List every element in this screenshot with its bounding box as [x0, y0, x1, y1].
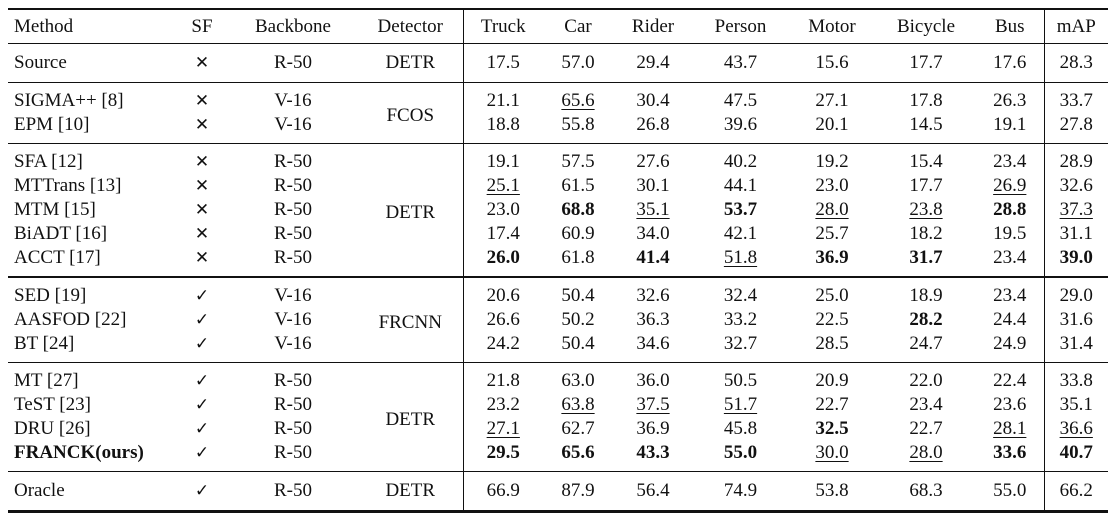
- cross-icon: ✕: [176, 44, 228, 83]
- value-cell: 34.0: [636, 223, 670, 244]
- table-row: [8, 246, 1108, 277]
- value-cell: 21.8: [463, 363, 543, 394]
- value-cell: 22.7: [815, 394, 849, 415]
- header-rider: Rider: [613, 9, 693, 44]
- value-cell: 30.0: [815, 442, 849, 463]
- header-sf: SF: [176, 9, 228, 44]
- value-cell: 17.5: [463, 44, 543, 83]
- table-row: [8, 174, 1108, 198]
- value-cell: 53.8: [788, 472, 876, 512]
- table-row: [8, 83, 1108, 114]
- check-icon: ✓: [194, 443, 210, 463]
- value-cell: 20.1: [815, 114, 849, 135]
- value-cell: 22.0: [876, 363, 976, 394]
- method-cell: MT [27]: [8, 363, 176, 394]
- value-cell: 34.6: [636, 333, 670, 354]
- value-cell: 55.8: [561, 114, 595, 135]
- header-detector: Detector: [358, 9, 463, 44]
- value-cell: 42.1: [723, 223, 758, 244]
- detector-cell: FRCNN: [358, 277, 463, 363]
- value-cell: 23.0: [463, 198, 543, 222]
- cross-icon: ✕: [176, 144, 228, 175]
- value-cell: 26.6: [463, 308, 543, 332]
- value-cell: 57.5: [543, 144, 613, 175]
- value-cell: 29.5: [463, 441, 543, 472]
- value-cell: 39.6: [723, 114, 758, 135]
- method-cell: EPM [10]: [14, 114, 90, 135]
- method-cell: TeST [23]: [14, 394, 91, 415]
- value-cell: 18.8: [463, 113, 543, 144]
- method-cell: SED [19]: [8, 277, 176, 308]
- value-cell: 55.0: [976, 472, 1044, 512]
- value-cell: 62.7: [561, 418, 595, 439]
- value-cell: 26.9: [993, 175, 1027, 196]
- backbone-cell: V-16: [274, 333, 312, 354]
- value-cell: 50.2: [561, 309, 595, 330]
- map-cell: 32.6: [1044, 174, 1108, 198]
- header-truck: Truck: [463, 9, 543, 44]
- header-bicycle: Bicycle: [876, 9, 976, 44]
- table-row: [8, 332, 1108, 363]
- check-icon: ✓: [194, 310, 210, 330]
- backbone-cell: R-50: [274, 175, 312, 196]
- backbone-cell: R-50: [274, 442, 312, 463]
- value-cell: 37.5: [636, 394, 670, 415]
- method-cell: ACCT [17]: [14, 247, 101, 268]
- value-cell: 61.5: [561, 175, 595, 196]
- map-cell: 40.7: [1044, 441, 1108, 472]
- value-cell: 65.6: [561, 442, 595, 463]
- value-cell: 26.8: [636, 114, 670, 135]
- value-cell: 18.2: [909, 223, 943, 244]
- table-body: [8, 44, 1108, 512]
- check-icon: ✓: [194, 395, 210, 415]
- value-cell: 32.4: [693, 277, 788, 308]
- table-row: [8, 393, 1108, 417]
- value-cell: 33.6: [993, 442, 1027, 463]
- header-method: Method: [8, 9, 176, 44]
- header-car: Car: [543, 9, 613, 44]
- value-cell: 28.0: [909, 442, 943, 463]
- method-cell: BT [24]: [14, 333, 75, 354]
- value-cell: 45.8: [723, 418, 758, 439]
- value-cell: 19.1: [463, 144, 543, 175]
- value-cell: 23.0: [815, 175, 849, 196]
- value-cell: 28.2: [909, 309, 943, 330]
- value-cell: 23.4: [909, 394, 943, 415]
- table-row: [8, 441, 1108, 472]
- method-cell: SIGMA++ [8]: [8, 83, 176, 114]
- detector-cell: FCOS: [358, 83, 463, 144]
- header-bus: Bus: [976, 9, 1044, 44]
- value-cell: 36.3: [636, 309, 670, 330]
- backbone-cell: V-16: [274, 114, 312, 135]
- method-cell: SFA [12]: [8, 144, 176, 175]
- value-cell: 36.9: [815, 247, 849, 268]
- method-cell: Oracle: [8, 472, 176, 512]
- value-cell: 17.4: [463, 222, 543, 246]
- value-cell: 60.9: [561, 223, 595, 244]
- backbone-cell: R-50: [228, 472, 358, 512]
- value-cell: 15.6: [788, 44, 876, 83]
- header-map: mAP: [1044, 9, 1108, 44]
- method-cell: BiADT [16]: [14, 223, 108, 244]
- value-cell: 47.5: [693, 83, 788, 114]
- map-cell: 31.1: [1044, 222, 1108, 246]
- method-cell: Source: [8, 44, 176, 83]
- check-icon: ✓: [194, 334, 210, 354]
- value-cell: 25.1: [463, 174, 543, 198]
- value-cell: 22.7: [909, 418, 943, 439]
- value-cell: 51.8: [723, 247, 758, 268]
- backbone-cell: R-50: [228, 44, 358, 83]
- map-cell: 35.1: [1044, 393, 1108, 417]
- value-cell: 28.8: [993, 199, 1027, 220]
- value-cell: 24.9: [993, 333, 1027, 354]
- value-cell: 27.6: [613, 144, 693, 175]
- value-cell: 21.1: [463, 83, 543, 114]
- value-cell: 68.8: [561, 199, 595, 220]
- value-cell: 25.7: [815, 223, 849, 244]
- value-cell: 68.3: [876, 472, 976, 512]
- method-cell: DRU [26]: [14, 418, 91, 439]
- value-cell: 65.6: [543, 83, 613, 114]
- method-cell: FRANCK(ours): [14, 442, 144, 463]
- value-cell: 36.9: [636, 418, 670, 439]
- map-cell: 36.6: [1044, 417, 1108, 441]
- backbone-cell: R-50: [274, 199, 312, 220]
- value-cell: 19.2: [788, 144, 876, 175]
- backbone-cell: V-16: [228, 277, 358, 308]
- backbone-cell: R-50: [274, 418, 312, 439]
- value-cell: 23.8: [909, 199, 943, 220]
- value-cell: 17.8: [876, 83, 976, 114]
- value-cell: 31.7: [909, 247, 943, 268]
- value-cell: 30.4: [613, 83, 693, 114]
- value-cell: 14.5: [909, 114, 943, 135]
- cross-icon: ✕: [194, 115, 210, 135]
- table-row: [8, 472, 1108, 512]
- value-cell: 61.8: [561, 247, 595, 268]
- value-cell: 23.4: [993, 247, 1027, 268]
- value-cell: 19.5: [993, 223, 1027, 244]
- header-backbone: Backbone: [228, 9, 358, 44]
- detector-cell: DETR: [358, 363, 463, 472]
- map-cell: 33.8: [1044, 363, 1108, 394]
- value-cell: 87.9: [543, 472, 613, 512]
- value-cell: 66.9: [463, 472, 543, 512]
- value-cell: 23.4: [976, 277, 1044, 308]
- check-icon: ✓: [194, 419, 210, 439]
- backbone-cell: R-50: [274, 247, 312, 268]
- value-cell: 57.0: [543, 44, 613, 83]
- detector-cell: DETR: [358, 144, 463, 278]
- value-cell: 17.7: [909, 175, 943, 196]
- cross-icon: ✕: [194, 200, 210, 220]
- cross-icon: ✕: [194, 224, 210, 244]
- value-cell: 41.4: [636, 247, 670, 268]
- value-cell: 28.5: [815, 333, 849, 354]
- map-cell: 27.8: [1044, 113, 1108, 144]
- value-cell: 22.4: [976, 363, 1044, 394]
- value-cell: 53.7: [723, 199, 758, 220]
- table-row: [8, 363, 1108, 394]
- value-cell: 24.7: [909, 333, 943, 354]
- value-cell: 29.4: [613, 44, 693, 83]
- cross-icon: ✕: [194, 176, 210, 196]
- value-cell: 25.0: [788, 277, 876, 308]
- value-cell: 23.6: [993, 394, 1027, 415]
- backbone-cell: V-16: [274, 309, 312, 330]
- value-cell: 23.4: [976, 144, 1044, 175]
- value-cell: 44.1: [723, 175, 758, 196]
- results-table: [8, 8, 1108, 513]
- header-row: [8, 9, 1108, 44]
- map-cell: 28.9: [1044, 144, 1108, 175]
- value-cell: 32.5: [815, 418, 849, 439]
- detector-cell: DETR: [358, 44, 463, 83]
- value-cell: 20.6: [463, 277, 543, 308]
- detector-cell: DETR: [358, 472, 463, 512]
- value-cell: 26.0: [463, 246, 543, 277]
- value-cell: 63.8: [561, 394, 595, 415]
- map-cell: 31.4: [1044, 332, 1108, 363]
- value-cell: 51.7: [723, 394, 758, 415]
- method-cell: MTM [15]: [14, 199, 96, 220]
- cross-icon: ✕: [176, 83, 228, 114]
- value-cell: 28.0: [815, 199, 849, 220]
- value-cell: 23.2: [463, 393, 543, 417]
- value-cell: 18.9: [876, 277, 976, 308]
- table-row: [8, 277, 1108, 308]
- table-row: [8, 144, 1108, 175]
- value-cell: 22.5: [815, 309, 849, 330]
- value-cell: 35.1: [636, 199, 670, 220]
- value-cell: 17.6: [976, 44, 1044, 83]
- table-row: [8, 44, 1108, 83]
- value-cell: 50.5: [693, 363, 788, 394]
- value-cell: 36.0: [613, 363, 693, 394]
- value-cell: 74.9: [693, 472, 788, 512]
- header-person: Person: [693, 9, 788, 44]
- backbone-cell: V-16: [228, 83, 358, 114]
- check-icon: ✓: [176, 277, 228, 308]
- value-cell: 33.2: [723, 309, 758, 330]
- backbone-cell: R-50: [228, 363, 358, 394]
- value-cell: 32.7: [723, 333, 758, 354]
- table-row: [8, 113, 1108, 144]
- table-row: [8, 308, 1108, 332]
- map-cell: 31.6: [1044, 308, 1108, 332]
- map-cell: 66.2: [1044, 472, 1108, 512]
- value-cell: 17.7: [876, 44, 976, 83]
- backbone-cell: R-50: [274, 223, 312, 244]
- value-cell: 63.0: [543, 363, 613, 394]
- value-cell: 27.1: [788, 83, 876, 114]
- value-cell: 40.2: [693, 144, 788, 175]
- header-motor: Motor: [788, 9, 876, 44]
- method-cell: AASFOD [22]: [14, 309, 127, 330]
- table-row: [8, 222, 1108, 246]
- value-cell: 24.4: [993, 309, 1027, 330]
- method-cell: MTTrans [13]: [14, 175, 122, 196]
- map-cell: 28.3: [1044, 44, 1108, 83]
- value-cell: 32.6: [613, 277, 693, 308]
- backbone-cell: R-50: [228, 144, 358, 175]
- value-cell: 50.4: [561, 333, 595, 354]
- value-cell: 15.4: [876, 144, 976, 175]
- value-cell: 55.0: [723, 442, 758, 463]
- table-row: [8, 198, 1108, 222]
- backbone-cell: R-50: [274, 394, 312, 415]
- value-cell: 56.4: [613, 472, 693, 512]
- value-cell: 26.3: [976, 83, 1044, 114]
- value-cell: 43.7: [693, 44, 788, 83]
- map-cell: 37.3: [1044, 198, 1108, 222]
- check-icon: ✓: [176, 363, 228, 394]
- value-cell: 30.1: [636, 175, 670, 196]
- check-icon: ✓: [176, 472, 228, 512]
- map-cell: 29.0: [1044, 277, 1108, 308]
- value-cell: 19.1: [993, 114, 1027, 135]
- value-cell: 27.1: [463, 417, 543, 441]
- value-cell: 24.2: [463, 332, 543, 363]
- map-cell: 39.0: [1044, 246, 1108, 277]
- map-cell: 33.7: [1044, 83, 1108, 114]
- value-cell: 20.9: [788, 363, 876, 394]
- value-cell: 43.3: [636, 442, 670, 463]
- cross-icon: ✕: [194, 248, 210, 268]
- value-cell: 28.1: [993, 418, 1027, 439]
- value-cell: 50.4: [543, 277, 613, 308]
- table-row: [8, 417, 1108, 441]
